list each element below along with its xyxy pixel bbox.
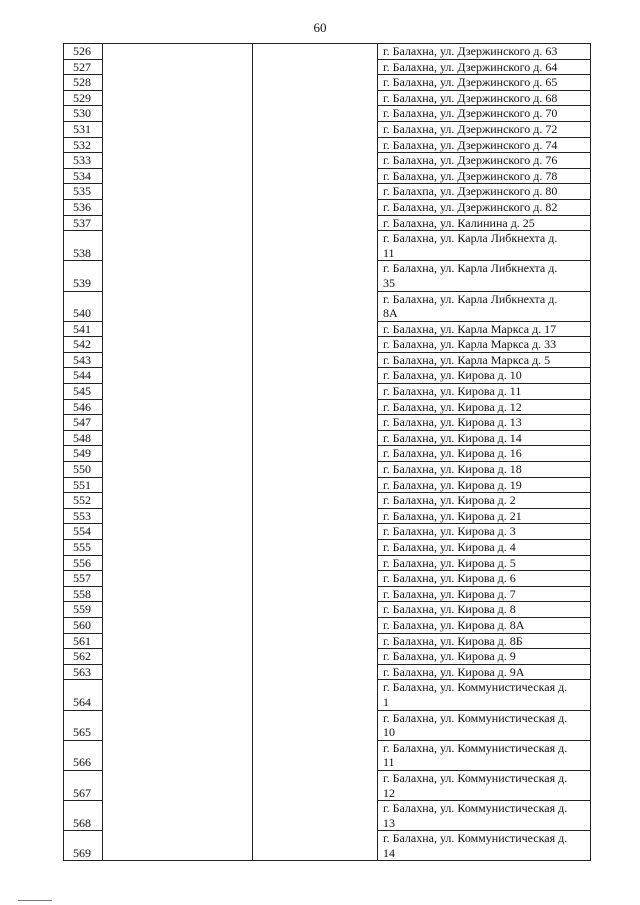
address-cell: г. Балахна, ул. Карла Маркса д. 17 xyxy=(378,321,591,337)
empty-cell xyxy=(103,649,253,665)
address-cell: г. Балахна, ул. Кирова д. 3 xyxy=(378,524,591,540)
row-number: 563 xyxy=(64,664,103,680)
empty-cell xyxy=(103,493,253,509)
address-cell: г. Балахна, ул. Коммунистическая д. 1 xyxy=(378,680,591,710)
address-cell: г. Балахна, ул. Кирова д. 6 xyxy=(378,571,591,587)
row-number: 546 xyxy=(64,399,103,415)
empty-cell xyxy=(103,477,253,493)
table-row xyxy=(64,291,591,321)
row-number: 548 xyxy=(64,430,103,446)
empty-cell xyxy=(253,493,378,509)
address-cell: г. Балахна, ул. Дзержинского д. 63 xyxy=(378,44,591,60)
address-cell: г. Балахна, ул. Карла Маркса д. 5 xyxy=(378,352,591,368)
empty-cell xyxy=(253,215,378,231)
address-cell: г. Балахна, ул. Кирова д. 8Б xyxy=(378,633,591,649)
empty-cell xyxy=(103,231,253,261)
row-number: 559 xyxy=(64,602,103,618)
table-row xyxy=(64,586,591,602)
empty-cell xyxy=(103,106,253,122)
row-number: 566 xyxy=(64,740,103,770)
row-number: 557 xyxy=(64,571,103,587)
empty-cell xyxy=(253,90,378,106)
empty-cell xyxy=(103,508,253,524)
row-number: 556 xyxy=(64,555,103,571)
empty-cell xyxy=(103,801,253,831)
table-row xyxy=(64,90,591,106)
table-row xyxy=(64,153,591,169)
row-number: 536 xyxy=(64,199,103,215)
empty-cell xyxy=(103,291,253,321)
empty-cell xyxy=(103,680,253,710)
address-cell: г. Балахна, ул. Коммунистическая д. 12 xyxy=(378,770,591,800)
row-number: 562 xyxy=(64,649,103,665)
address-cell: г. Балахна, ул. Дзержинского д. 76 xyxy=(378,153,591,169)
row-number: 531 xyxy=(64,121,103,137)
table-row xyxy=(64,477,591,493)
table-row xyxy=(64,680,591,710)
table-row xyxy=(64,261,591,291)
empty-cell xyxy=(103,586,253,602)
empty-cell xyxy=(103,59,253,75)
row-number: 549 xyxy=(64,446,103,462)
empty-cell xyxy=(103,321,253,337)
address-cell: г. Балахна, ул. Кирова д. 5 xyxy=(378,555,591,571)
address-cell: г. Балахна, ул. Дзержинского д. 72 xyxy=(378,121,591,137)
row-number: 533 xyxy=(64,153,103,169)
empty-cell xyxy=(253,430,378,446)
row-number: 545 xyxy=(64,384,103,400)
row-number: 538 xyxy=(64,231,103,261)
table-row xyxy=(64,321,591,337)
empty-cell xyxy=(103,602,253,618)
empty-cell xyxy=(253,740,378,770)
row-number: 564 xyxy=(64,680,103,710)
table-row xyxy=(64,649,591,665)
row-number: 567 xyxy=(64,770,103,800)
empty-cell xyxy=(253,710,378,740)
empty-cell xyxy=(253,291,378,321)
address-cell: г. Балахна, ул. Коммунистическая д. 10 xyxy=(378,710,591,740)
empty-cell xyxy=(253,508,378,524)
footer-rule xyxy=(18,900,52,901)
row-number: 528 xyxy=(64,75,103,91)
empty-cell xyxy=(103,555,253,571)
address-cell: г. Балахна, ул. Дзержинского д. 64 xyxy=(378,59,591,75)
empty-cell xyxy=(103,664,253,680)
empty-cell xyxy=(253,571,378,587)
empty-cell xyxy=(103,710,253,740)
row-number: 555 xyxy=(64,540,103,556)
address-cell: г. Балахна, ул. Кирова д. 21 xyxy=(378,508,591,524)
empty-cell xyxy=(103,831,253,861)
empty-cell xyxy=(103,770,253,800)
empty-cell xyxy=(103,168,253,184)
empty-cell xyxy=(253,446,378,462)
empty-cell xyxy=(103,90,253,106)
table-row xyxy=(64,399,591,415)
table-row xyxy=(64,430,591,446)
address-cell: г. Балахна, ул. Кирова д. 7 xyxy=(378,586,591,602)
empty-cell xyxy=(103,740,253,770)
address-cell: г. Балахна, ул. Кирова д. 19 xyxy=(378,477,591,493)
empty-cell xyxy=(253,199,378,215)
address-cell: г. Балахна, ул. Кирова д. 2 xyxy=(378,493,591,509)
table-row xyxy=(64,337,591,353)
empty-cell xyxy=(103,415,253,431)
empty-cell xyxy=(253,399,378,415)
empty-cell xyxy=(253,602,378,618)
empty-cell xyxy=(253,462,378,478)
address-cell: г. Балахна, ул. Карла Либкнехта д. 11 xyxy=(378,231,591,261)
address-table-body xyxy=(64,44,591,861)
empty-cell xyxy=(103,368,253,384)
address-cell: г. Балахна, ул. Дзержинского д. 70 xyxy=(378,106,591,122)
table-row xyxy=(64,831,591,861)
address-cell: г. Балахна, ул. Карла Маркса д. 33 xyxy=(378,337,591,353)
address-cell: г. Балахна, ул. Дзержинского д. 82 xyxy=(378,199,591,215)
empty-cell xyxy=(253,649,378,665)
table-row xyxy=(64,617,591,633)
row-number: 543 xyxy=(64,352,103,368)
row-number: 565 xyxy=(64,710,103,740)
row-number: 527 xyxy=(64,59,103,75)
address-cell: г. Балахна, ул. Карла Либкнехта д. 8А xyxy=(378,291,591,321)
table-row xyxy=(64,75,591,91)
empty-cell xyxy=(253,321,378,337)
row-number: 530 xyxy=(64,106,103,122)
address-cell: г. Балахна, ул. Дзержинского д. 65 xyxy=(378,75,591,91)
empty-cell xyxy=(253,770,378,800)
empty-cell xyxy=(253,540,378,556)
empty-cell xyxy=(253,633,378,649)
address-cell: г. Балахна, ул. Коммунистическая д. 14 xyxy=(378,831,591,861)
table-row xyxy=(64,602,591,618)
table-row xyxy=(64,415,591,431)
address-cell: г. Балахна, ул. Калинина д. 25 xyxy=(378,215,591,231)
table-row xyxy=(64,571,591,587)
page-number: 60 xyxy=(313,20,327,35)
address-cell: г. Балахна, ул. Кирова д. 11 xyxy=(378,384,591,400)
row-number: 532 xyxy=(64,137,103,153)
row-number: 551 xyxy=(64,477,103,493)
row-number: 539 xyxy=(64,261,103,291)
row-number: 544 xyxy=(64,368,103,384)
table-row xyxy=(64,710,591,740)
row-number: 529 xyxy=(64,90,103,106)
table-row xyxy=(64,384,591,400)
address-cell: г. Балахна, ул. Кирова д. 9 xyxy=(378,649,591,665)
empty-cell xyxy=(103,337,253,353)
row-number: 554 xyxy=(64,524,103,540)
empty-cell xyxy=(253,44,378,60)
empty-cell xyxy=(253,524,378,540)
table-row xyxy=(64,106,591,122)
table-row xyxy=(64,368,591,384)
empty-cell xyxy=(253,261,378,291)
address-cell: г. Балахна, ул. Кирова д. 16 xyxy=(378,446,591,462)
table-row xyxy=(64,44,591,60)
empty-cell xyxy=(253,137,378,153)
address-cell: г. Балахна, ул. Кирова д. 9А xyxy=(378,664,591,680)
table-row xyxy=(64,199,591,215)
empty-cell xyxy=(253,680,378,710)
empty-cell xyxy=(253,121,378,137)
empty-cell xyxy=(253,415,378,431)
row-number: 547 xyxy=(64,415,103,431)
empty-cell xyxy=(103,446,253,462)
empty-cell xyxy=(103,352,253,368)
row-number: 537 xyxy=(64,215,103,231)
address-cell: г. Балахна, ул. Кирова д. 14 xyxy=(378,430,591,446)
table-row xyxy=(64,215,591,231)
table-row xyxy=(64,524,591,540)
table-row xyxy=(64,352,591,368)
empty-cell xyxy=(103,524,253,540)
address-cell: г. Балахпа, ул. Дзержинского д. 80 xyxy=(378,184,591,200)
empty-cell xyxy=(253,337,378,353)
table-row xyxy=(64,493,591,509)
empty-cell xyxy=(253,368,378,384)
empty-cell xyxy=(103,184,253,200)
table-row xyxy=(64,801,591,831)
row-number: 542 xyxy=(64,337,103,353)
address-cell: г. Балахна, ул. Дзержинского д. 74 xyxy=(378,137,591,153)
empty-cell xyxy=(103,153,253,169)
table-row xyxy=(64,231,591,261)
empty-cell xyxy=(253,664,378,680)
empty-cell xyxy=(253,477,378,493)
table-row xyxy=(64,555,591,571)
row-number: 558 xyxy=(64,586,103,602)
address-cell: г. Балахна, ул. Кирова д. 10 xyxy=(378,368,591,384)
address-cell: г. Балахна, ул. Дзержинского д. 68 xyxy=(378,90,591,106)
empty-cell xyxy=(103,430,253,446)
table-row xyxy=(64,664,591,680)
empty-cell xyxy=(103,44,253,60)
address-cell: г. Балахна, ул. Карла Либкнехта д. 35 xyxy=(378,261,591,291)
empty-cell xyxy=(253,59,378,75)
empty-cell xyxy=(103,199,253,215)
table-row xyxy=(64,168,591,184)
row-number: 540 xyxy=(64,291,103,321)
address-cell: г. Балахна, ул. Дзержинского д. 78 xyxy=(378,168,591,184)
row-number: 568 xyxy=(64,801,103,831)
address-cell: г. Балахна, ул. Кирова д. 18 xyxy=(378,462,591,478)
empty-cell xyxy=(253,75,378,91)
empty-cell xyxy=(103,462,253,478)
address-cell: г. Балахна, ул. Кирова д. 13 xyxy=(378,415,591,431)
table-row xyxy=(64,540,591,556)
table-row xyxy=(64,121,591,137)
empty-cell xyxy=(103,121,253,137)
row-number: 526 xyxy=(64,44,103,60)
row-number: 569 xyxy=(64,831,103,861)
empty-cell xyxy=(253,184,378,200)
empty-cell xyxy=(103,540,253,556)
table-row xyxy=(64,462,591,478)
table-row xyxy=(64,770,591,800)
empty-cell xyxy=(253,352,378,368)
empty-cell xyxy=(103,617,253,633)
row-number: 553 xyxy=(64,508,103,524)
address-cell: г. Балахна, ул. Коммунистическая д. 11 xyxy=(378,740,591,770)
table-row xyxy=(64,740,591,770)
table-row xyxy=(64,508,591,524)
row-number: 561 xyxy=(64,633,103,649)
empty-cell xyxy=(253,555,378,571)
empty-cell xyxy=(103,215,253,231)
empty-cell xyxy=(253,801,378,831)
empty-cell xyxy=(103,384,253,400)
address-cell: г. Балахна, ул. Кирова д. 8А xyxy=(378,617,591,633)
row-number: 534 xyxy=(64,168,103,184)
empty-cell xyxy=(253,106,378,122)
table-row xyxy=(64,633,591,649)
address-cell: г. Балахна, ул. Кирова д. 12 xyxy=(378,399,591,415)
address-cell: г. Балахна, ул. Коммунистическая д. 13 xyxy=(378,801,591,831)
table-row xyxy=(64,59,591,75)
address-table xyxy=(63,43,591,861)
table-row xyxy=(64,184,591,200)
empty-cell xyxy=(253,153,378,169)
empty-cell xyxy=(253,617,378,633)
row-number: 560 xyxy=(64,617,103,633)
empty-cell xyxy=(103,571,253,587)
empty-cell xyxy=(103,75,253,91)
empty-cell xyxy=(253,586,378,602)
empty-cell xyxy=(103,137,253,153)
empty-cell xyxy=(253,384,378,400)
empty-cell xyxy=(253,831,378,861)
empty-cell xyxy=(253,231,378,261)
empty-cell xyxy=(103,261,253,291)
table-row xyxy=(64,446,591,462)
empty-cell xyxy=(103,633,253,649)
empty-cell xyxy=(253,168,378,184)
table-row xyxy=(64,137,591,153)
row-number: 550 xyxy=(64,462,103,478)
address-cell: г. Балахна, ул. Кирова д. 8 xyxy=(378,602,591,618)
empty-cell xyxy=(103,399,253,415)
row-number: 552 xyxy=(64,493,103,509)
row-number: 541 xyxy=(64,321,103,337)
row-number: 535 xyxy=(64,184,103,200)
address-cell: г. Балахна, ул. Кирова д. 4 xyxy=(378,540,591,556)
